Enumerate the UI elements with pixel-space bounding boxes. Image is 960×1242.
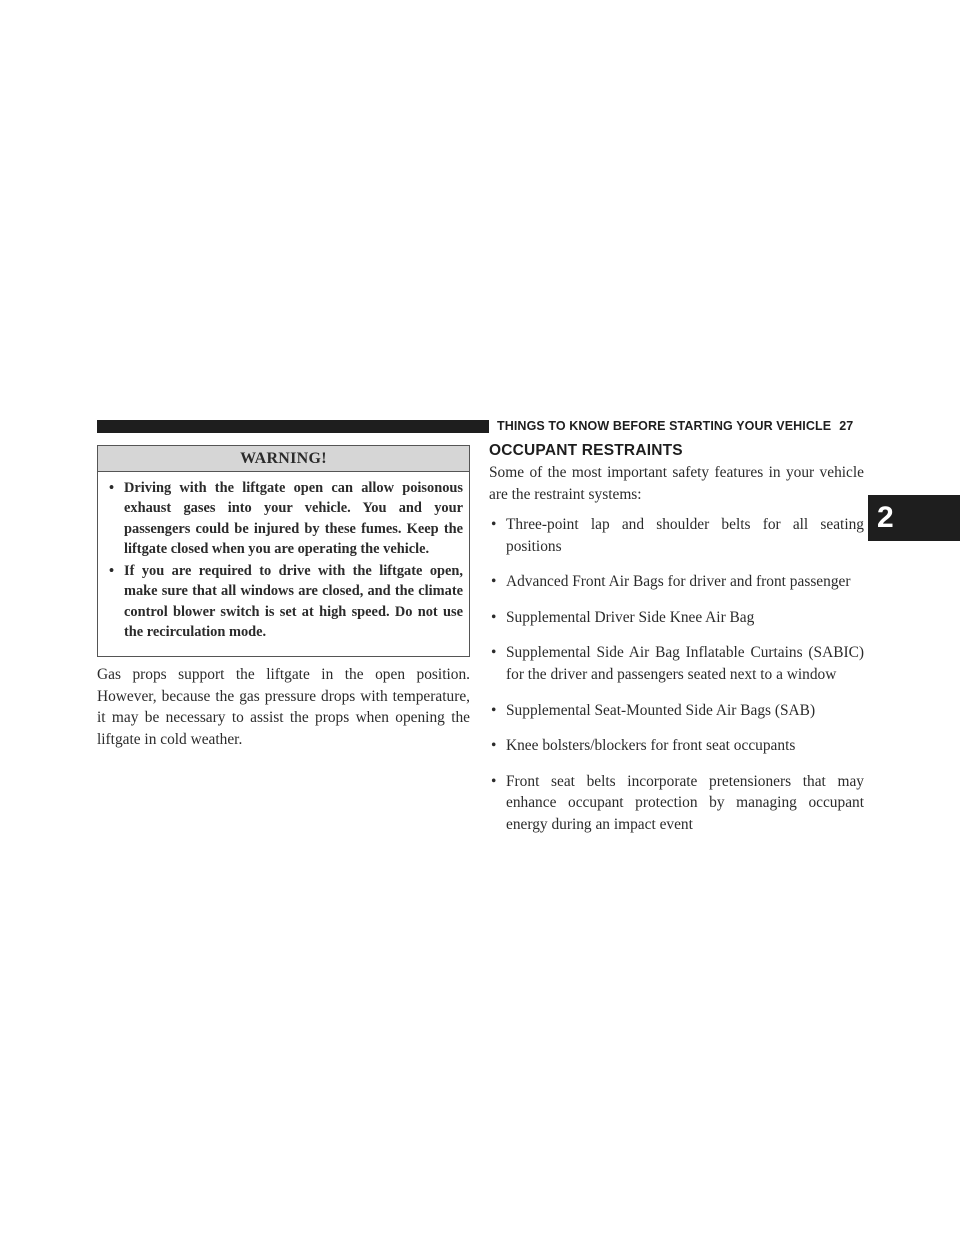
list-item: • Front seat belts incorporate pretensioners that may enhance occupant protection by managing occupant energy during an impact event [491, 772, 864, 833]
warning-list [98, 472, 469, 642]
chapter-tab: 2 [868, 495, 960, 541]
bullet-icon: • [491, 644, 497, 662]
warning-box [97, 445, 470, 657]
bullet-icon: • [491, 701, 497, 719]
bullet-icon: • [491, 772, 497, 790]
header-rule [97, 420, 489, 433]
bullet-icon: • [109, 563, 115, 580]
warning-item: • If you are required to drive with the liftgate open, make sure that all windows are closed, and the climate control blower switch is set at high speed. Do not use the recirculation mode. [109, 563, 463, 641]
list-item: • Advanced Front Air Bags for driver and front passenger [489, 571, 864, 593]
bullet-icon: • [491, 573, 497, 591]
section-intro: Some of the most important safety features in your vehicle are the restraint systems: [489, 464, 864, 503]
list-item: • Knee bolsters/blockers for front seat occupants [489, 735, 864, 757]
list-item: • Supplemental Seat-Mounted Side Air Bags (SAB) [489, 700, 864, 722]
running-header-title: THINGS TO KNOW BEFORE STARTING YOUR VEHICLE [497, 419, 832, 433]
list-item: • Supplemental Driver Side Knee Air Bag [489, 607, 864, 629]
bullet-icon: • [491, 516, 497, 533]
warning-title: WARNING! [98, 446, 469, 472]
list-item: • Supplemental Side Air Bag Inflatable Curtains (SABIC) for the driver and passengers seated next to a window [491, 644, 864, 683]
page-number: 27 [839, 419, 854, 433]
bullet-icon: • [491, 608, 497, 626]
bullet-icon: • [109, 480, 115, 496]
bullet-icon: • [491, 737, 497, 755]
list-item: • Three-point lap and shoulder belts for all seating positions [491, 516, 864, 555]
section-heading: OCCUPANT RESTRAINTS [489, 442, 683, 459]
warning-item: • Driving with the liftgate open can allow poisonous exhaust gases into your vehicle. You and your passengers could be injured by these fumes. Keep the liftgate closed when you are operating the vehicle. [109, 480, 463, 557]
restraint-list [489, 514, 864, 850]
gas-props-paragraph: Gas props support the liftgate in the open position. However, because the gas pressure drops with temperature, it may be necessary to assist the props when opening the liftgate in cold weather. [97, 666, 470, 748]
running-header [497, 418, 853, 434]
